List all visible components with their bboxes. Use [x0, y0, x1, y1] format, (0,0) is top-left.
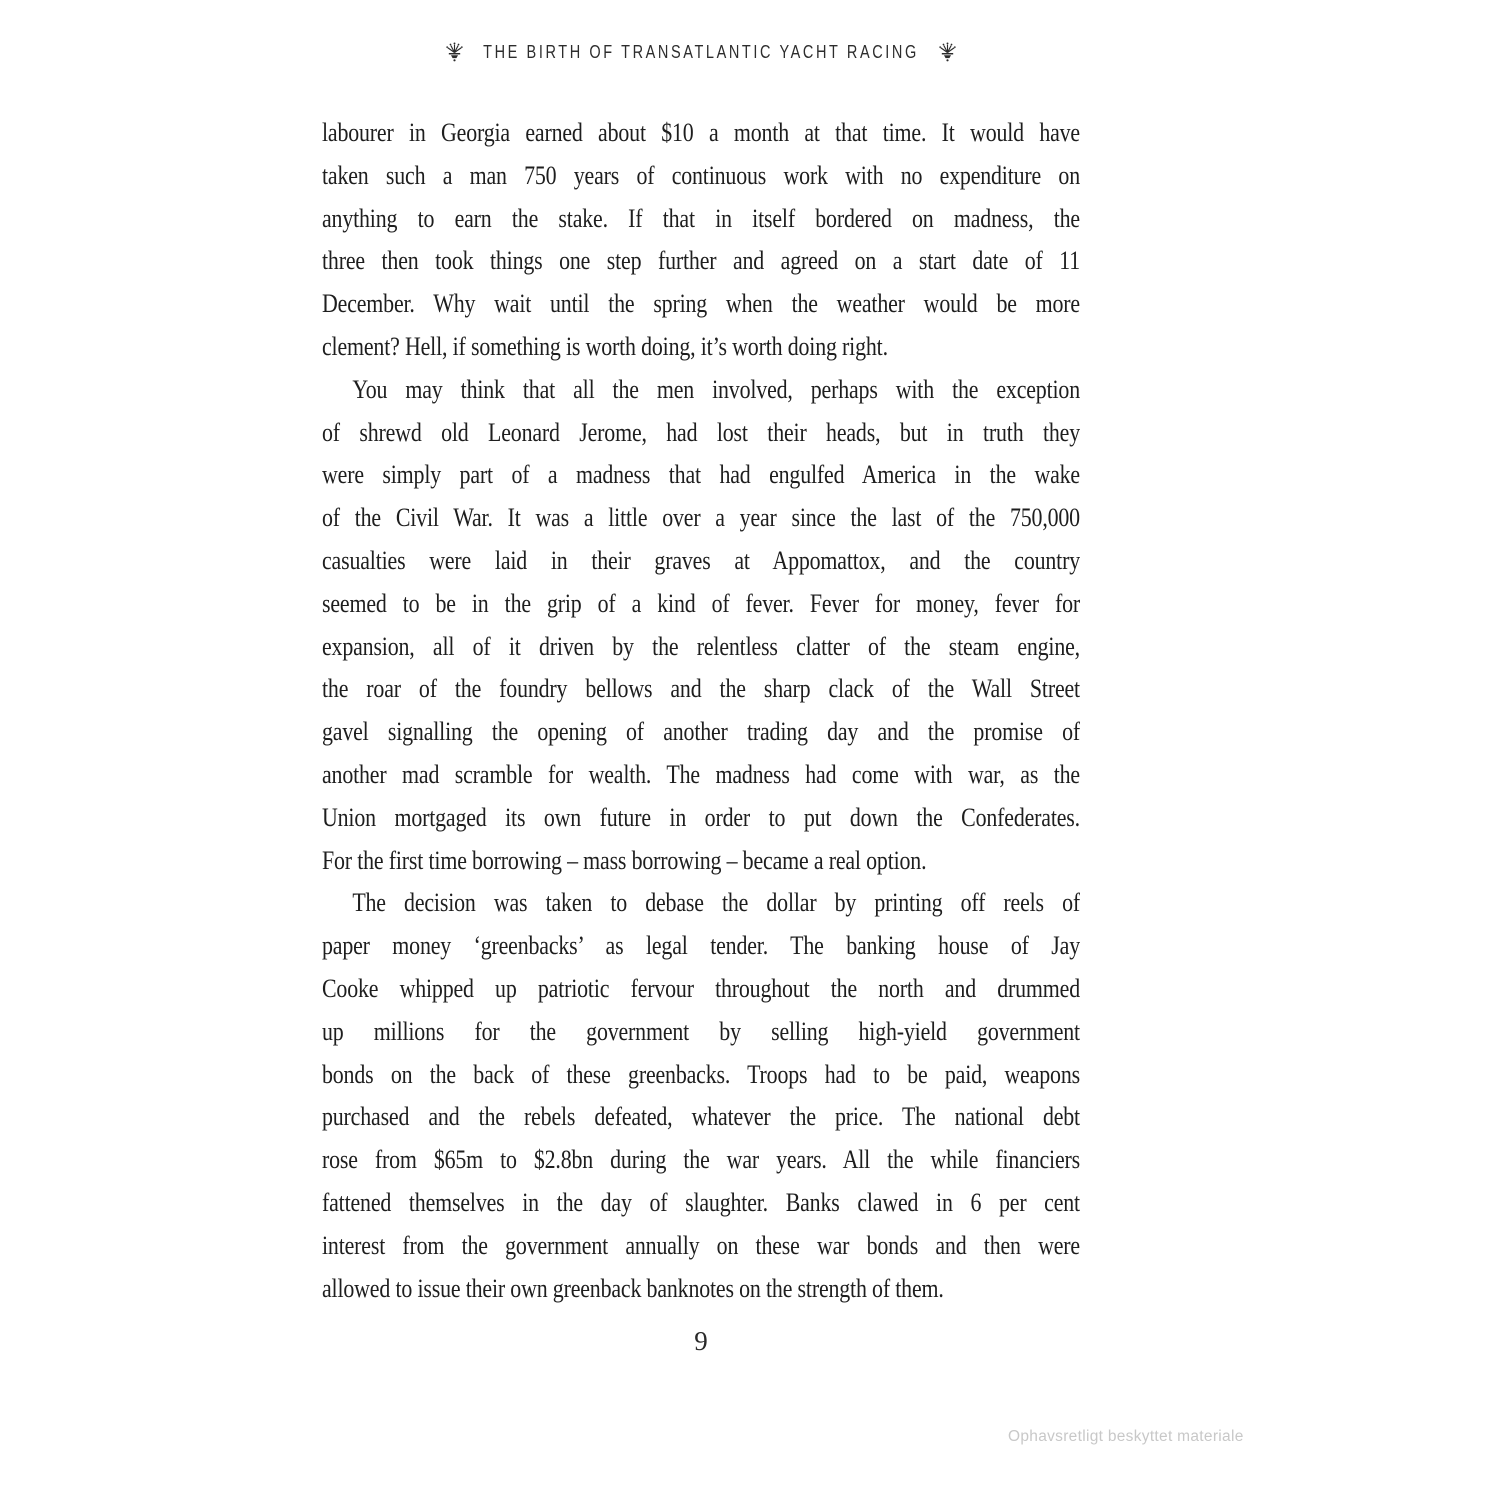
text-line: interest from the government annually on these war bonds and then were [322, 1230, 1080, 1260]
text-line: another mad scramble for wealth. The madness had come with war, as the [322, 759, 1080, 789]
body-text [322, 112, 1080, 1310]
text-line: casualties were laid in their graves at Appomattox, and the country [322, 545, 1080, 575]
chapter-title: THE BIRTH OF TRANSATLANTIC YACHT RACING [483, 42, 919, 63]
text-line: taken such a man 750 years of continuous work with no expenditure on [322, 160, 1080, 190]
text-line: gavel signalling the opening of another trading day and the promise of [322, 717, 1080, 747]
text-line: labourer in Georgia earned about $10 a month at that time. It would have [322, 118, 1080, 147]
crown-ornament-left-icon [444, 40, 465, 65]
text-line: clement? Hell, if something is worth doing, it’s worth doing right. [322, 331, 888, 361]
running-header [322, 40, 1080, 65]
copyright-watermark: Ophavsretligt beskyttet materiale [1008, 1428, 1244, 1445]
text-line: of shrewd old Leonard Jerome, had lost their heads, but in truth they [322, 417, 1080, 447]
text-line: three then took things one step further and agreed on a start date of 11 [322, 246, 1080, 276]
text-line: For the first time borrowing – mass borrowing – became a real option. [322, 845, 927, 875]
text-line: paper money ‘greenbacks’ as legal tender. The banking house of Jay [322, 931, 1080, 961]
page-number: 9 [694, 1326, 708, 1356]
text-line: were simply part of a madness that had engulfed America in the wake [322, 460, 1080, 490]
text-line: You may think that all the men involved, perhaps with the exception [352, 374, 1080, 404]
text-line: Cooke whipped up patriotic fervour throughout the north and drummed [322, 973, 1080, 1003]
text-line: of the Civil War. It was a little over a year since the last of the 750,000 [322, 503, 1080, 533]
text-line: anything to earn the stake. If that in itself bordered on madness, the [322, 203, 1080, 233]
text-line: allowed to issue their own greenback banknotes on the strength of them. [322, 1273, 944, 1303]
text-line: The decision was taken to debase the dollar by printing off reels of [352, 888, 1080, 918]
paragraph [322, 112, 1080, 369]
text-line: Union mortgaged its own future in order to put down the Confederates. [322, 802, 1080, 832]
text-line: expansion, all of it driven by the relentless clatter of the steam engine, [322, 631, 1080, 661]
text-line: rose from $65m to $2.8bn during the war years. All the while financiers [322, 1145, 1080, 1175]
text-line: up millions for the government by selling high-yield government [322, 1016, 1080, 1046]
paragraph [322, 882, 1080, 1310]
paragraph [322, 369, 1080, 883]
text-line: bonds on the back of these greenbacks. Troops had to be paid, weapons [322, 1059, 1080, 1089]
crown-ornament-right-icon [937, 40, 958, 65]
text-line: seemed to be in the grip of a kind of fever. Fever for money, fever for [322, 588, 1080, 618]
text-line: December. Why wait until the spring when the weather would be more [322, 289, 1080, 319]
text-line: purchased and the rebels defeated, whatever the price. The national debt [322, 1102, 1080, 1132]
text-line: the roar of the foundry bellows and the sharp clack of the Wall Street [322, 674, 1080, 704]
text-line: fattened themselves in the day of slaughter. Banks clawed in 6 per cent [322, 1187, 1080, 1217]
